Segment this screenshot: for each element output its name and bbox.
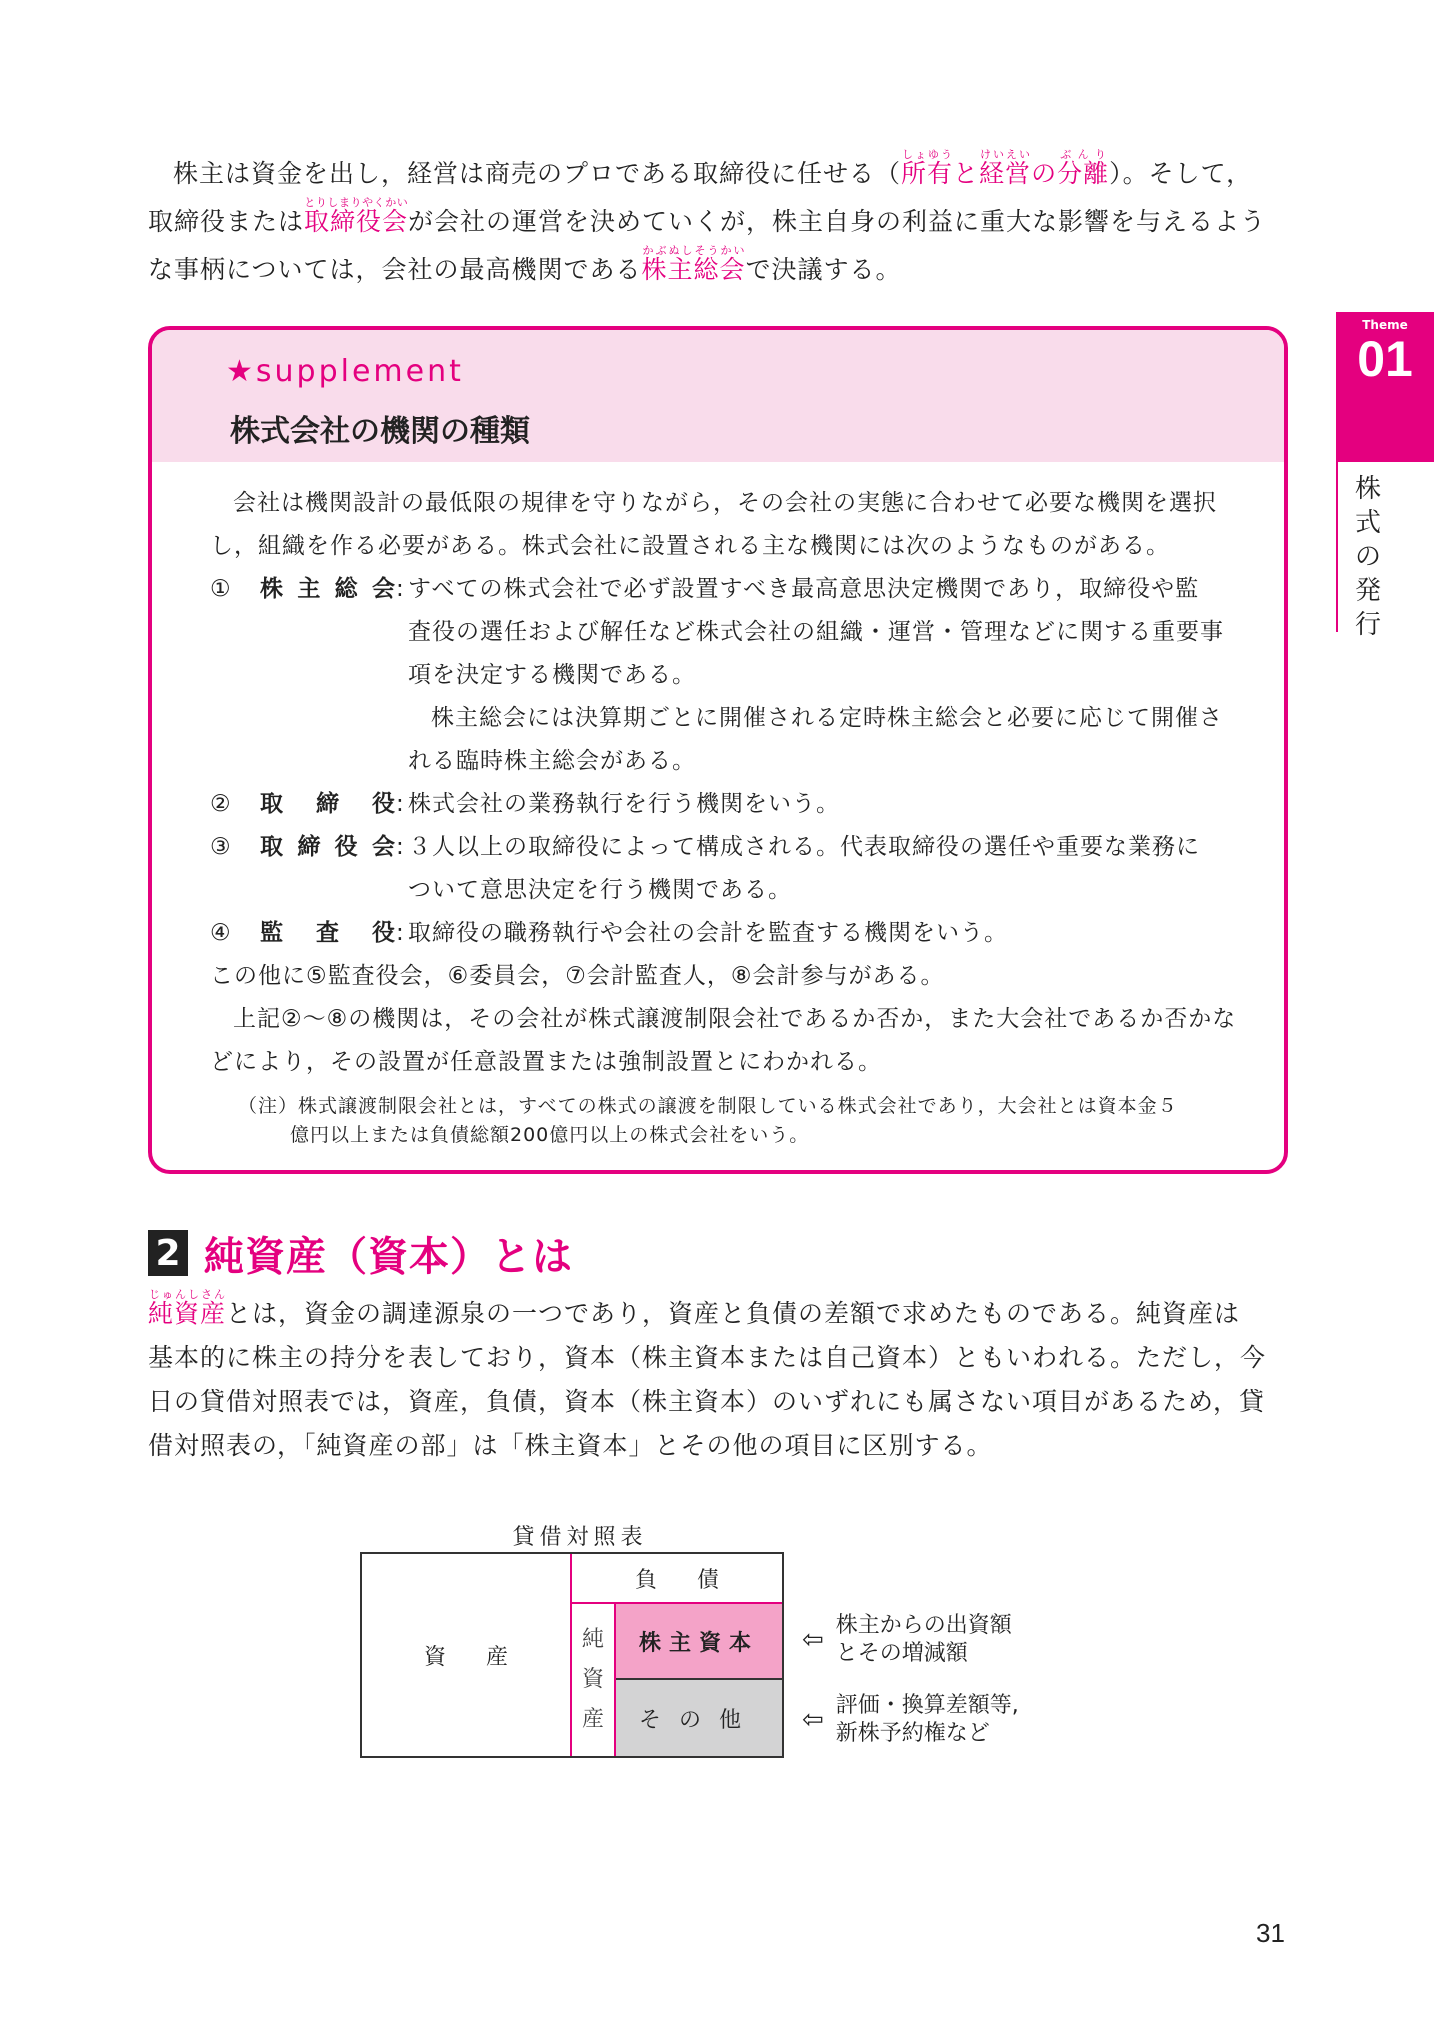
page-number: 31 bbox=[1256, 1918, 1285, 1948]
organ-item-auditor: ④ 監 査 役 : 取締役の職務執行や会社の会計を監査する機関をいう。 bbox=[210, 912, 1250, 955]
supplement-box bbox=[148, 326, 1288, 1174]
balance-sheet-diagram bbox=[360, 1552, 784, 1758]
balance-sheet-caption: 貸借対照表 bbox=[512, 1525, 648, 1550]
term-shareholders-meeting: 株主総会かぶぬしそうかい bbox=[641, 244, 746, 284]
bs-shareholders-equity: 株主資本 bbox=[616, 1604, 782, 1680]
equity-annotation: ⇦ 株主からの出資額 とその増減額 bbox=[802, 1613, 1012, 1666]
net-assets-paragraph: 純資産じゅんしさんとは，資金の調達源泉の一つであり，資産と負債の差額で求めたものである。純資産は 基本的に株主の持分を表しており，資本（株主資本または自己資本）ともいわれる。ただし，今 日の貸借対照表では，資産，負債，資本（株主資本）のいずれにも属さない項目があるため，貸 借対照表の，「純資産の部」は「株主資本」とその他の項目に区別する。 bbox=[148, 1288, 1267, 1460]
organ-item-board: ③ 取 締 役 会 : ３人以上の取締役によって構成される。代表取締役の選任や重要な業務に bbox=[210, 826, 1250, 869]
other-annotation: ⇦ 評価・換算差額等, 新株予約権など bbox=[802, 1693, 1019, 1746]
bs-net-assets: 純 資 産 bbox=[572, 1604, 616, 1756]
section-number: 2 bbox=[148, 1230, 188, 1276]
theme-label: Theme bbox=[1362, 318, 1408, 332]
intro-paragraph bbox=[148, 148, 1288, 292]
organ-term: 監 査 役 bbox=[260, 920, 396, 946]
theme-tab bbox=[1336, 312, 1434, 462]
intro-line-3: な事柄については，会社の最高機関である株主総会かぶぬしそうかいで決議する。 bbox=[148, 244, 902, 284]
bs-liabilities: 負債 bbox=[572, 1554, 782, 1604]
section-heading bbox=[148, 1226, 573, 1280]
bs-assets: 資産 bbox=[362, 1554, 572, 1756]
organ-term: 取 締 役 会 bbox=[260, 834, 396, 860]
theme-side-title: 株 式 の 発 行 bbox=[1336, 462, 1434, 632]
term-separation: 分離ぶんり bbox=[1057, 148, 1110, 188]
other-organs: この他に⑤監査役会，⑥委員会，⑦会計監査人，⑧会計参与がある。 bbox=[210, 963, 945, 989]
intro-line-2: 取締役または取締役会とりしまりやくかいが会社の運営を決めていくが，株主自身の利益に重大な影響を与えるよう bbox=[148, 196, 1267, 236]
supplement-body: 会社は機関設計の最低限の規律を守りながら，その会社の実態に合わせて必要な機関を選択 し，組織を作る必要がある。株式会社に設置される主な機関には次のようなものがある。 ① 株 主 総 会 : すべての株式会社で必ず設置すべき最高意思決定機関であり，取締役や監 査役の選任および解任など株式会社の組織・運営・管理などに関する重要事 項を決定する機関である。 株主総会には決算期ごとに開催される定時株主総会と必要に応じて開催さ れる臨時株主総会がある。 ② 取 締 役 : 株式会社の業務執行を行う機関をいう。 ③ 取 締 役 会 : ３人以上の取締役によって構成される。代表取締役の選任や重要な業務に ついて意思決定を行う機関である。 ④ 監 査 役 : 取締役の職務執行や会社の会計を監査する機関をいう。 この他に⑤監査役会，⑥委員会，⑦会計監査人，⑧会計参与がある。 上記②～⑧の機関は，その会社が株式譲渡制限会社であるか否か，また大会社であるか否かな どにより，その設置が任意設置または強制設置とにわかれる。 （注）株式譲渡制限会社とは，すべての株式の譲渡を制限している株式会社であり，大会社とは資本金５ 億円以上または負債総額200億円以上の株式会社をいう。 bbox=[210, 482, 1250, 1150]
organ-term: 株 主 総 会 bbox=[260, 576, 396, 602]
left-arrow-icon: ⇦ bbox=[802, 1705, 824, 1735]
term-ownership: 所有しょゆう bbox=[901, 148, 954, 188]
organ-term: 取 締 役 bbox=[260, 791, 396, 817]
supplement-header bbox=[152, 330, 1284, 462]
bs-other: その他 bbox=[616, 1680, 782, 1756]
section-title: 純資産（資本）とは bbox=[204, 1233, 573, 1280]
supplement-label: ★supplement bbox=[226, 354, 464, 389]
theme-number: 01 bbox=[1357, 331, 1413, 387]
term-net-assets: 純資産じゅんしさん bbox=[148, 1288, 227, 1328]
left-arrow-icon: ⇦ bbox=[802, 1625, 824, 1655]
organ-item-shareholders-meeting: ① 株 主 総 会 : すべての株式会社で必ず設置すべき最高意思決定機関であり，取締役や監 bbox=[210, 568, 1250, 611]
supplement-title: 株式会社の機関の種類 bbox=[230, 414, 530, 449]
term-board: 取締役会とりしまりやくかい bbox=[304, 196, 409, 236]
organ-item-directors: ② 取 締 役 : 株式会社の業務執行を行う機関をいう。 bbox=[210, 783, 1250, 826]
intro-line-1: 株主は資金を出し，経営は商売のプロである取締役に任せる（所有しょゆうと経営けいえいの分離ぶんり）。そして， bbox=[173, 148, 1253, 188]
footnote: （注）株式譲渡制限会社とは，すべての株式の譲渡を制限している株式会社であり，大会社とは資本金５ 億円以上または負債総額200億円以上の株式会社をいう。 bbox=[238, 1095, 1178, 1146]
term-management: 経営けいえい bbox=[979, 148, 1032, 188]
